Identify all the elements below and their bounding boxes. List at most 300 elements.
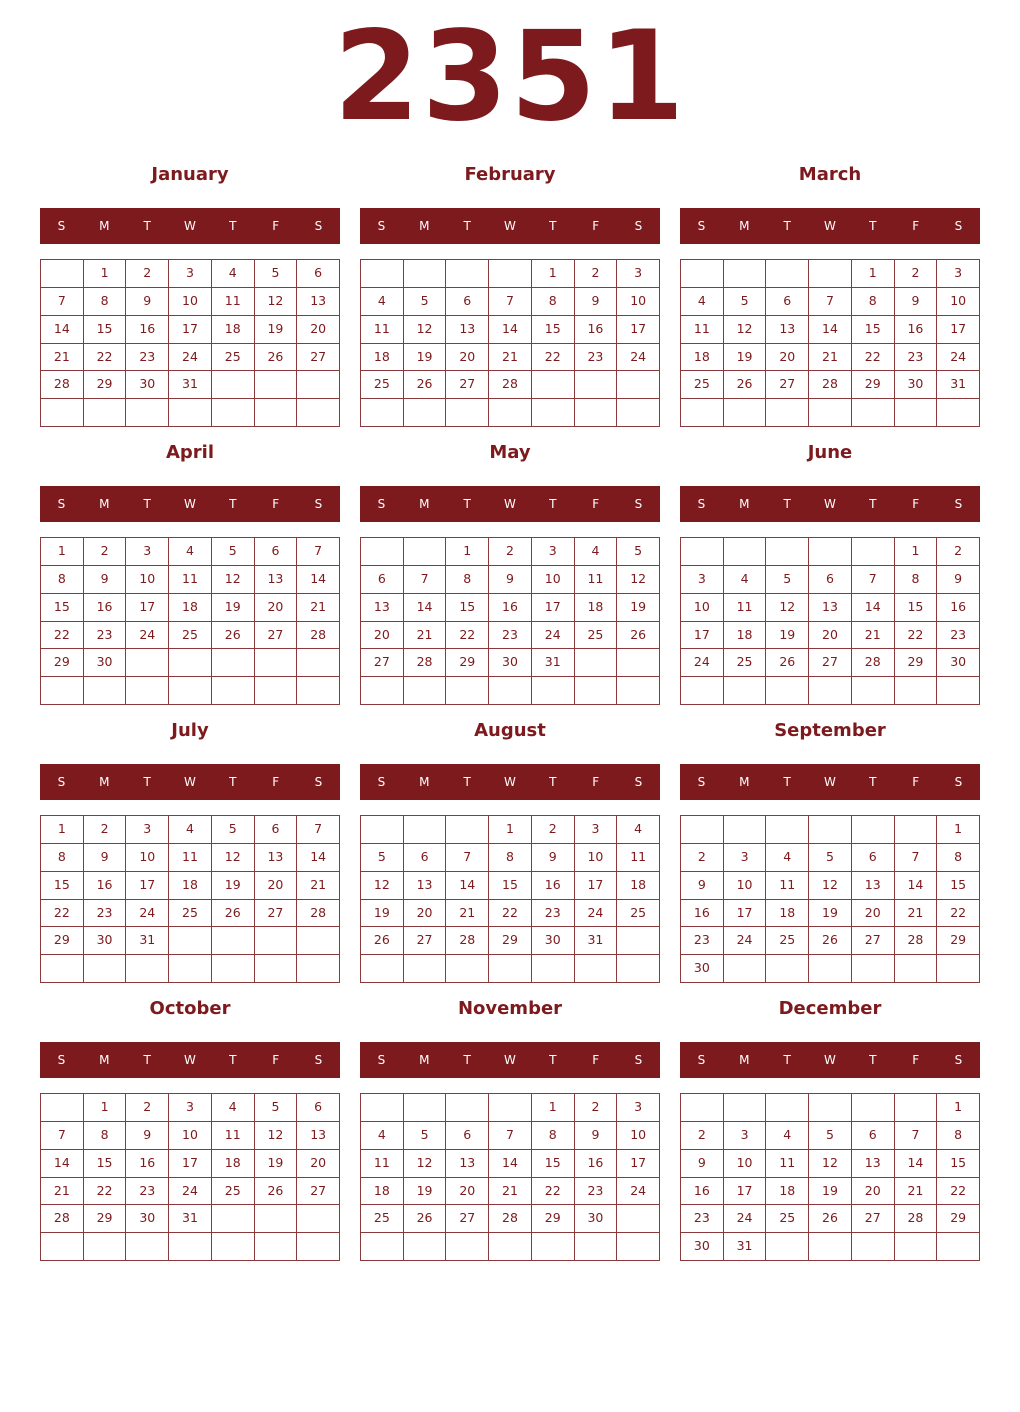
day-cell: 1 — [84, 1094, 127, 1122]
day-cell: 9 — [681, 872, 724, 900]
empty-day-cell — [404, 399, 447, 427]
day-cell: 19 — [212, 872, 255, 900]
day-cell: 3 — [575, 816, 618, 844]
day-cell: 11 — [361, 1150, 404, 1178]
empty-day-cell — [84, 1233, 127, 1261]
day-cell: 20 — [255, 594, 298, 622]
day-cell: 11 — [169, 844, 212, 872]
day-cell: 29 — [937, 1205, 980, 1233]
empty-day-cell — [895, 1094, 938, 1122]
day-cell: 3 — [126, 538, 169, 566]
day-cell: 12 — [724, 316, 767, 344]
day-cell: 8 — [937, 1122, 980, 1150]
empty-day-cell — [575, 399, 618, 427]
empty-day-cell — [446, 677, 489, 705]
weekday-label: T — [143, 497, 151, 511]
day-cell: 22 — [532, 1178, 575, 1206]
empty-day-cell — [361, 538, 404, 566]
day-cell: 10 — [617, 1122, 660, 1150]
day-cell: 11 — [575, 566, 618, 594]
day-cell: 3 — [617, 1094, 660, 1122]
empty-day-cell — [575, 1233, 618, 1261]
day-cell: 19 — [255, 1150, 298, 1178]
weekday-label: T — [463, 497, 471, 511]
day-cell: 14 — [41, 1150, 84, 1178]
day-cell: 14 — [489, 1150, 532, 1178]
weekday-label: S — [634, 497, 643, 511]
empty-day-cell — [575, 371, 618, 399]
day-cell: 12 — [212, 566, 255, 594]
day-cell: 23 — [575, 344, 618, 372]
day-cell: 2 — [681, 1122, 724, 1150]
day-cell: 3 — [724, 844, 767, 872]
day-cell: 24 — [937, 344, 980, 372]
day-cell: 3 — [724, 1122, 767, 1150]
day-cell: 4 — [724, 566, 767, 594]
day-cell: 8 — [41, 844, 84, 872]
empty-day-cell — [852, 538, 895, 566]
month-name: February — [464, 164, 556, 185]
day-cell: 23 — [489, 622, 532, 650]
day-grid — [680, 259, 980, 427]
day-cell: 8 — [937, 844, 980, 872]
day-cell: 26 — [212, 900, 255, 928]
day-cell: 25 — [575, 622, 618, 650]
day-grid — [360, 815, 660, 983]
day-cell: 2 — [937, 538, 980, 566]
empty-day-cell — [297, 371, 340, 399]
day-cell: 21 — [489, 344, 532, 372]
day-cell: 25 — [361, 1205, 404, 1233]
weekday-label: F — [912, 775, 920, 789]
empty-day-cell — [41, 399, 84, 427]
empty-day-cell — [937, 399, 980, 427]
day-cell: 22 — [84, 344, 127, 372]
empty-day-cell — [489, 1233, 532, 1261]
month-january — [40, 158, 340, 426]
day-cell: 7 — [404, 566, 447, 594]
empty-day-cell — [169, 955, 212, 983]
day-cell: 26 — [255, 344, 298, 372]
day-cell: 16 — [126, 316, 169, 344]
day-cell: 5 — [766, 566, 809, 594]
empty-day-cell — [532, 399, 575, 427]
day-cell: 25 — [212, 1178, 255, 1206]
day-cell: 20 — [255, 872, 298, 900]
empty-day-cell — [404, 260, 447, 288]
empty-day-cell — [766, 260, 809, 288]
day-cell: 27 — [255, 900, 298, 928]
weekday-label: F — [912, 1053, 920, 1067]
day-cell: 31 — [575, 927, 618, 955]
day-cell: 27 — [852, 927, 895, 955]
day-cell: 24 — [724, 1205, 767, 1233]
empty-day-cell — [255, 927, 298, 955]
day-cell: 24 — [169, 344, 212, 372]
empty-day-cell — [297, 677, 340, 705]
weekday-label: T — [463, 219, 471, 233]
weekday-header — [680, 208, 980, 244]
day-cell: 12 — [255, 288, 298, 316]
day-cell: 26 — [361, 927, 404, 955]
weekday-label: W — [504, 775, 516, 789]
empty-day-cell — [446, 955, 489, 983]
empty-day-cell — [766, 538, 809, 566]
weekday-label: T — [869, 1053, 877, 1067]
day-cell: 16 — [84, 594, 127, 622]
empty-day-cell — [617, 399, 660, 427]
day-cell: 11 — [169, 566, 212, 594]
empty-day-cell — [724, 955, 767, 983]
day-cell: 6 — [852, 1122, 895, 1150]
month-name: October — [149, 998, 231, 1019]
day-cell: 1 — [852, 260, 895, 288]
day-cell: 31 — [169, 371, 212, 399]
day-cell: 9 — [532, 844, 575, 872]
empty-day-cell — [617, 927, 660, 955]
day-cell: 18 — [361, 344, 404, 372]
day-cell: 20 — [361, 622, 404, 650]
month-november — [360, 992, 660, 1260]
day-cell: 30 — [126, 371, 169, 399]
day-cell: 29 — [852, 371, 895, 399]
day-cell: 2 — [681, 844, 724, 872]
day-cell: 12 — [404, 1150, 447, 1178]
day-cell: 30 — [84, 927, 127, 955]
day-cell: 14 — [41, 316, 84, 344]
day-cell: 18 — [575, 594, 618, 622]
day-cell: 12 — [766, 594, 809, 622]
weekday-header — [360, 486, 660, 522]
empty-day-cell — [575, 955, 618, 983]
day-cell: 20 — [852, 1178, 895, 1206]
empty-day-cell — [575, 649, 618, 677]
weekday-label: T — [869, 219, 877, 233]
day-cell: 29 — [84, 1205, 127, 1233]
day-cell: 22 — [532, 344, 575, 372]
day-cell: 26 — [404, 1205, 447, 1233]
day-cell: 18 — [169, 594, 212, 622]
day-cell: 20 — [446, 1178, 489, 1206]
day-cell: 17 — [617, 1150, 660, 1178]
day-cell: 7 — [852, 566, 895, 594]
day-cell: 13 — [809, 594, 852, 622]
day-cell: 25 — [169, 622, 212, 650]
empty-day-cell — [126, 677, 169, 705]
day-cell: 11 — [212, 1122, 255, 1150]
day-cell: 29 — [41, 649, 84, 677]
empty-day-cell — [937, 677, 980, 705]
day-grid — [40, 537, 340, 705]
weekday-header — [40, 1042, 340, 1078]
day-cell: 20 — [297, 316, 340, 344]
day-cell: 8 — [41, 566, 84, 594]
weekday-label: S — [697, 219, 706, 233]
empty-day-cell — [681, 677, 724, 705]
day-cell: 30 — [937, 649, 980, 677]
day-cell: 15 — [446, 594, 489, 622]
day-cell: 22 — [895, 622, 938, 650]
day-cell: 20 — [446, 344, 489, 372]
day-cell: 8 — [852, 288, 895, 316]
empty-day-cell — [489, 260, 532, 288]
day-cell: 12 — [255, 1122, 298, 1150]
day-cell: 4 — [575, 538, 618, 566]
day-cell: 18 — [617, 872, 660, 900]
empty-day-cell — [212, 955, 255, 983]
day-cell: 9 — [489, 566, 532, 594]
weekday-label: S — [314, 1053, 323, 1067]
month-name: May — [489, 442, 531, 463]
day-cell: 21 — [895, 1178, 938, 1206]
day-cell: 23 — [681, 927, 724, 955]
day-cell: 23 — [84, 900, 127, 928]
weekday-label: W — [824, 775, 836, 789]
day-cell: 12 — [809, 1150, 852, 1178]
day-cell: 26 — [809, 1205, 852, 1233]
empty-day-cell — [809, 1094, 852, 1122]
weekday-header — [360, 764, 660, 800]
day-cell: 7 — [895, 1122, 938, 1150]
day-cell: 31 — [532, 649, 575, 677]
day-cell: 28 — [297, 622, 340, 650]
day-cell: 9 — [126, 1122, 169, 1150]
day-cell: 9 — [575, 288, 618, 316]
empty-day-cell — [681, 816, 724, 844]
day-cell: 6 — [446, 1122, 489, 1150]
weekday-label: S — [954, 497, 963, 511]
day-cell: 1 — [41, 538, 84, 566]
day-cell: 8 — [84, 288, 127, 316]
month-december — [680, 992, 980, 1260]
day-cell: 16 — [532, 872, 575, 900]
empty-day-cell — [724, 1094, 767, 1122]
weekday-label: T — [229, 775, 237, 789]
day-cell: 10 — [724, 1150, 767, 1178]
weekday-header — [40, 486, 340, 522]
day-cell: 24 — [532, 622, 575, 650]
weekday-label: T — [869, 497, 877, 511]
weekday-label: S — [697, 497, 706, 511]
empty-day-cell — [255, 955, 298, 983]
weekday-label: S — [634, 219, 643, 233]
month-name: November — [457, 998, 563, 1019]
day-cell: 19 — [809, 900, 852, 928]
day-cell: 9 — [681, 1150, 724, 1178]
day-cell: 15 — [41, 872, 84, 900]
day-cell: 4 — [169, 816, 212, 844]
day-cell: 14 — [809, 316, 852, 344]
empty-day-cell — [809, 677, 852, 705]
empty-day-cell — [532, 371, 575, 399]
weekday-label: T — [143, 775, 151, 789]
day-cell: 8 — [532, 288, 575, 316]
weekday-label: W — [184, 775, 196, 789]
empty-day-cell — [41, 955, 84, 983]
day-cell: 19 — [404, 344, 447, 372]
day-cell: 17 — [126, 594, 169, 622]
day-cell: 12 — [809, 872, 852, 900]
weekday-label: S — [314, 775, 323, 789]
empty-day-cell — [446, 260, 489, 288]
day-cell: 30 — [84, 649, 127, 677]
day-cell: 13 — [297, 1122, 340, 1150]
day-cell: 21 — [41, 344, 84, 372]
weekday-label: F — [272, 775, 280, 789]
day-cell: 4 — [681, 288, 724, 316]
day-cell: 5 — [404, 288, 447, 316]
day-cell: 6 — [404, 844, 447, 872]
weekday-label: T — [869, 775, 877, 789]
weekday-label: S — [314, 219, 323, 233]
empty-day-cell — [446, 399, 489, 427]
empty-day-cell — [404, 955, 447, 983]
day-cell: 5 — [361, 844, 404, 872]
empty-day-cell — [404, 677, 447, 705]
day-cell: 23 — [937, 622, 980, 650]
day-cell: 23 — [84, 622, 127, 650]
day-cell: 7 — [41, 1122, 84, 1150]
day-cell: 17 — [126, 872, 169, 900]
day-grid — [40, 815, 340, 983]
empty-day-cell — [361, 1233, 404, 1261]
empty-day-cell — [255, 399, 298, 427]
weekday-label: M — [99, 775, 110, 789]
day-cell: 27 — [446, 371, 489, 399]
weekday-label: F — [912, 219, 920, 233]
day-cell: 4 — [169, 538, 212, 566]
empty-day-cell — [532, 1233, 575, 1261]
day-cell: 29 — [489, 927, 532, 955]
weekday-label: T — [229, 497, 237, 511]
empty-day-cell — [126, 399, 169, 427]
day-cell: 2 — [575, 260, 618, 288]
day-cell: 28 — [895, 927, 938, 955]
empty-day-cell — [404, 538, 447, 566]
day-cell: 4 — [766, 1122, 809, 1150]
day-cell: 14 — [895, 1150, 938, 1178]
day-cell: 11 — [212, 288, 255, 316]
empty-day-cell — [895, 955, 938, 983]
day-grid — [680, 537, 980, 705]
day-cell: 4 — [212, 260, 255, 288]
day-cell: 27 — [852, 1205, 895, 1233]
day-cell: 15 — [895, 594, 938, 622]
weekday-label: T — [549, 1053, 557, 1067]
empty-day-cell — [724, 677, 767, 705]
day-cell: 14 — [895, 872, 938, 900]
empty-day-cell — [766, 1094, 809, 1122]
day-cell: 4 — [212, 1094, 255, 1122]
empty-day-cell — [766, 399, 809, 427]
weekday-label: S — [954, 775, 963, 789]
day-cell: 15 — [84, 1150, 127, 1178]
day-cell: 2 — [126, 260, 169, 288]
day-cell: 5 — [404, 1122, 447, 1150]
empty-day-cell — [255, 677, 298, 705]
day-cell: 28 — [297, 900, 340, 928]
day-cell: 2 — [575, 1094, 618, 1122]
weekday-label: T — [783, 497, 791, 511]
empty-day-cell — [766, 816, 809, 844]
day-cell: 14 — [852, 594, 895, 622]
day-cell: 24 — [617, 1178, 660, 1206]
empty-day-cell — [446, 816, 489, 844]
empty-day-cell — [681, 538, 724, 566]
day-cell: 26 — [617, 622, 660, 650]
day-cell: 18 — [361, 1178, 404, 1206]
weekday-label: S — [954, 219, 963, 233]
day-cell: 15 — [41, 594, 84, 622]
empty-day-cell — [724, 260, 767, 288]
day-cell: 16 — [937, 594, 980, 622]
empty-day-cell — [169, 649, 212, 677]
day-grid — [680, 815, 980, 983]
day-cell: 28 — [446, 927, 489, 955]
day-grid — [40, 1093, 340, 1261]
empty-day-cell — [212, 927, 255, 955]
day-cell: 30 — [532, 927, 575, 955]
day-cell: 18 — [766, 1178, 809, 1206]
day-cell: 18 — [212, 1150, 255, 1178]
day-grid — [360, 1093, 660, 1261]
weekday-label: S — [57, 775, 66, 789]
month-june — [680, 436, 980, 704]
weekday-label: S — [57, 1053, 66, 1067]
empty-day-cell — [489, 399, 532, 427]
weekday-label: W — [824, 1053, 836, 1067]
day-cell: 21 — [809, 344, 852, 372]
empty-day-cell — [895, 677, 938, 705]
empty-day-cell — [532, 677, 575, 705]
day-cell: 25 — [766, 1205, 809, 1233]
day-cell: 18 — [766, 900, 809, 928]
day-cell: 30 — [681, 955, 724, 983]
empty-day-cell — [681, 260, 724, 288]
empty-day-cell — [766, 1233, 809, 1261]
month-name: August — [474, 720, 546, 741]
weekday-label: M — [99, 497, 110, 511]
day-cell: 24 — [126, 622, 169, 650]
empty-day-cell — [404, 1094, 447, 1122]
empty-day-cell — [532, 955, 575, 983]
day-cell: 24 — [724, 927, 767, 955]
day-cell: 20 — [809, 622, 852, 650]
weekday-label: T — [463, 1053, 471, 1067]
day-cell: 27 — [255, 622, 298, 650]
day-cell: 21 — [41, 1178, 84, 1206]
empty-day-cell — [169, 1233, 212, 1261]
day-cell: 1 — [41, 816, 84, 844]
day-cell: 25 — [766, 927, 809, 955]
weekday-label: M — [739, 775, 750, 789]
month-may — [360, 436, 660, 704]
empty-day-cell — [212, 1233, 255, 1261]
day-cell: 16 — [84, 872, 127, 900]
day-grid — [360, 259, 660, 427]
day-cell: 27 — [404, 927, 447, 955]
day-cell: 21 — [489, 1178, 532, 1206]
day-cell: 13 — [255, 844, 298, 872]
day-cell: 24 — [617, 344, 660, 372]
weekday-label: W — [824, 497, 836, 511]
empty-day-cell — [361, 1094, 404, 1122]
day-cell: 31 — [169, 1205, 212, 1233]
weekday-header — [360, 1042, 660, 1078]
empty-day-cell — [404, 816, 447, 844]
weekday-label: S — [954, 1053, 963, 1067]
empty-day-cell — [297, 1205, 340, 1233]
